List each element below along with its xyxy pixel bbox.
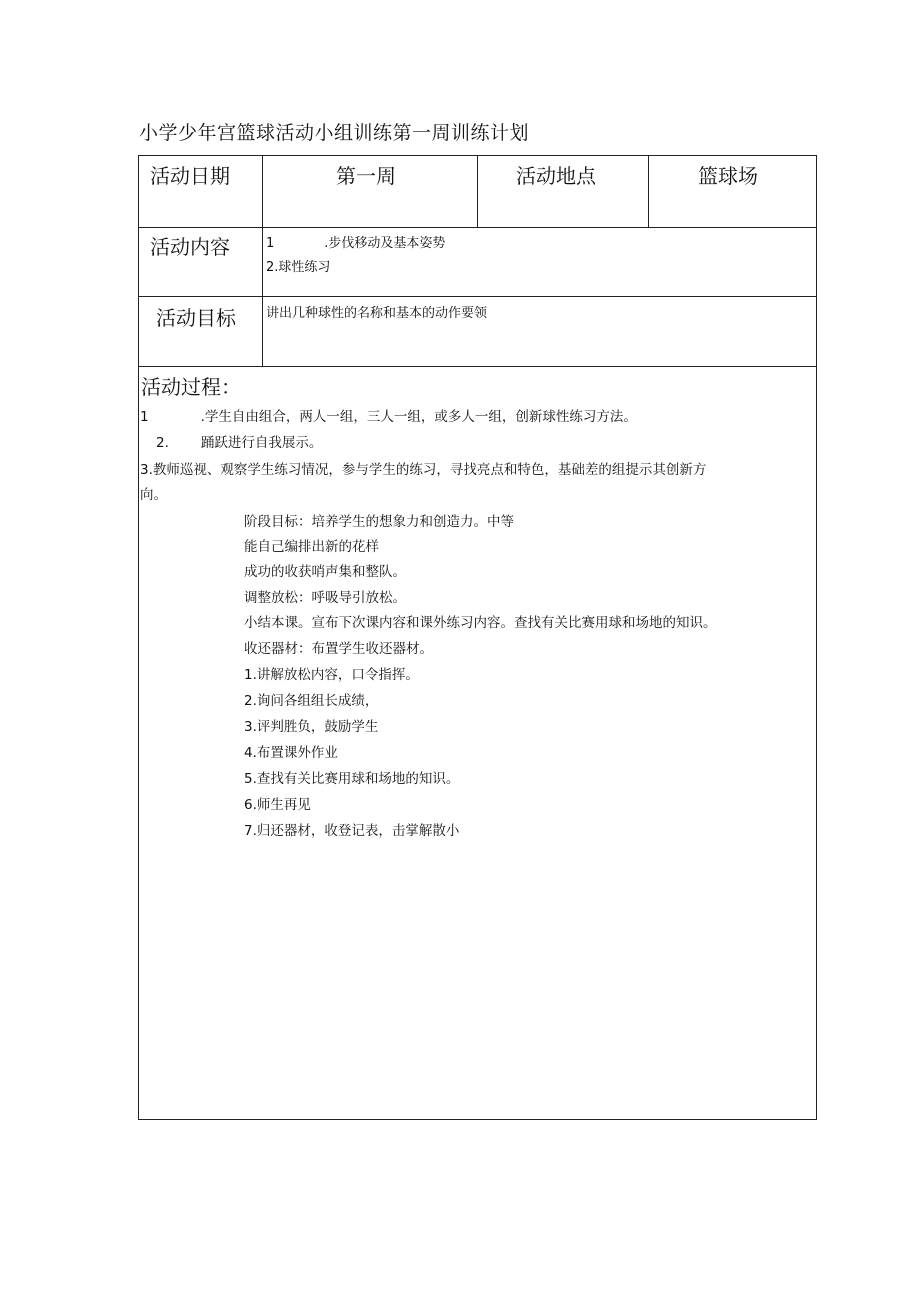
process-line: 小结本课。宣布下次课内容和课外练习内容。查找有关比赛用球和场地的知识。 bbox=[244, 615, 717, 631]
process-step-1-number: 1 bbox=[140, 409, 149, 425]
date-label: 活动日期 bbox=[150, 164, 230, 188]
process-line: 阶段目标：培养学生的想象力和创造力。中等 bbox=[244, 514, 514, 530]
goal-label: 活动目标 bbox=[156, 306, 236, 330]
plan-table bbox=[138, 155, 817, 1120]
process-line: 4.布置课外作业 bbox=[244, 745, 338, 761]
process-step-3-line-2: 向。 bbox=[140, 487, 167, 503]
content-item-1-number: 1 bbox=[266, 236, 275, 251]
date-value: 第一周 bbox=[336, 164, 396, 188]
process-line: 7.归还器材，收登记表，击掌解散小 bbox=[244, 823, 460, 839]
content-item-1-text: .步伐移动及基本姿势 bbox=[324, 236, 446, 251]
location-label: 活动地点 bbox=[516, 164, 596, 188]
process-step-2-number: 2. bbox=[156, 435, 169, 451]
process-line: 5.查找有关比赛用球和场地的知识。 bbox=[244, 771, 460, 787]
goal-value: 讲出几种球性的名称和基本的动作要领 bbox=[266, 306, 488, 321]
process-line: 6.师生再见 bbox=[244, 797, 311, 813]
process-line: 3.评判胜负，鼓励学生 bbox=[244, 719, 379, 735]
process-line: 1.讲解放松内容，口令指挥。 bbox=[244, 667, 419, 683]
process-line: 成功的收获哨声集和整队。 bbox=[244, 564, 406, 580]
row-divider-2 bbox=[139, 296, 816, 297]
content-label: 活动内容 bbox=[150, 235, 230, 259]
process-line: 能自己编排出新的花样 bbox=[244, 539, 379, 555]
process-line: 收还器材：布置学生收还器材。 bbox=[244, 641, 433, 657]
col-divider-2 bbox=[477, 156, 478, 228]
process-line: 2.询问各组组长成绩， bbox=[244, 693, 379, 709]
document-title: 小学少年宫篮球活动小组训练第一周训练计划 bbox=[139, 122, 530, 144]
process-step-1 bbox=[140, 405, 637, 425]
col-divider-label bbox=[262, 156, 263, 367]
location-value: 篮球场 bbox=[698, 164, 758, 188]
content-item-1 bbox=[266, 232, 445, 251]
process-line: 调整放松：呼吸导引放松。 bbox=[244, 590, 406, 606]
process-step-1-text: .学生自由组合，两人一组，三人一组，或多人一组，创新球性练习方法。 bbox=[200, 409, 637, 425]
process-label: 活动过程： bbox=[141, 375, 241, 399]
row-divider-3 bbox=[139, 366, 816, 367]
content-item-2: 2.球性练习 bbox=[266, 260, 331, 275]
col-divider-3 bbox=[648, 156, 649, 228]
process-step-2 bbox=[156, 431, 322, 451]
process-step-3-line-1: 3.教师巡视、观察学生练习情况，参与学生的练习，寻找亮点和特色，基础差的组提示其创新方 bbox=[140, 462, 707, 478]
process-step-2-text: 踊跃进行自我展示。 bbox=[200, 435, 323, 451]
